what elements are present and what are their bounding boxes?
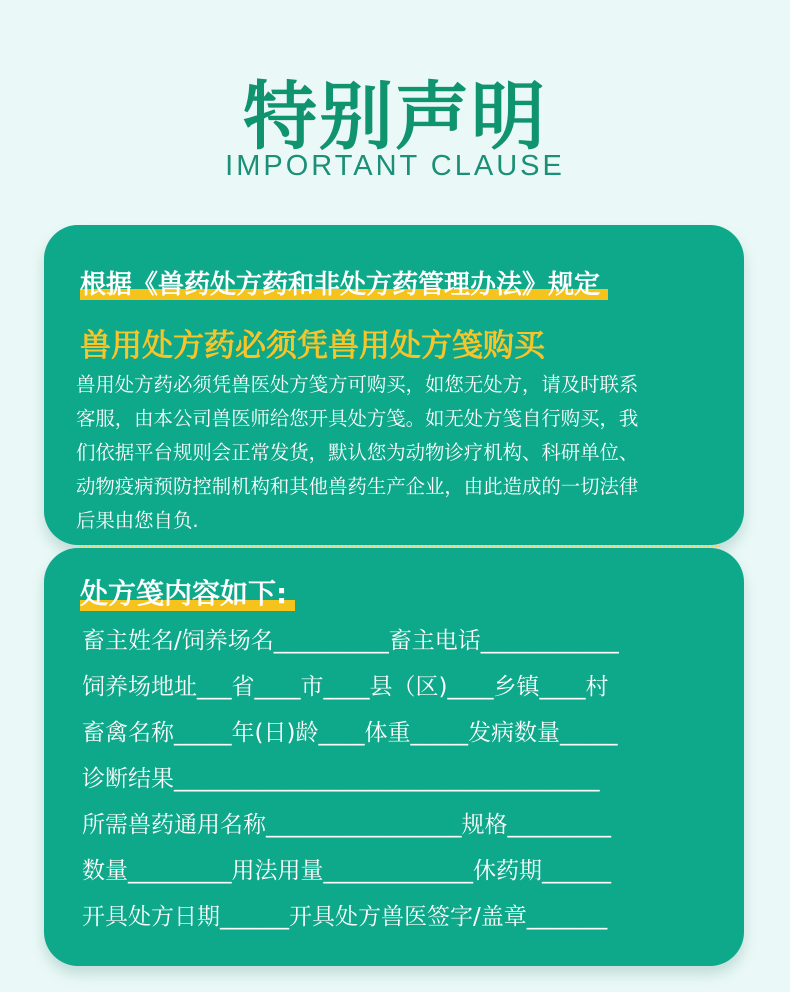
body-line: 客服，由本公司兽医师给您开具处方笺。如无处方笺自行购买，我 — [76, 407, 639, 430]
requirement-heading: 兽用处方药必须凭兽用处方笺购买 — [80, 328, 545, 364]
dotted-divider — [80, 545, 720, 547]
statement-body — [76, 368, 716, 538]
body-line: 后果由您自负. — [76, 509, 199, 532]
form-line-drug: 所需兽药通用名称_________________规格_________ — [82, 812, 611, 838]
form-line-dosage: 数量_________用法用量_____________休药期______ — [82, 858, 611, 884]
form-line-animal: 畜禽名称_____年(日)龄____体重_____发病数量_____ — [82, 720, 618, 746]
body-line: 兽用处方药必须凭兽医处方笺方可购买，如您无处方，请及时联系 — [76, 373, 639, 396]
page-subtitle: IMPORTANT CLAUSE — [225, 150, 565, 182]
form-line-signature: 开具处方日期______开具处方兽医签字/盖章_______ — [82, 904, 608, 930]
prescription-title-text: 处方笺内容如下: — [80, 577, 288, 610]
form-line-diagnosis: 诊断结果_____________________________________ — [82, 766, 600, 792]
prescription-form — [82, 618, 722, 940]
page-title: 特别声明 — [243, 74, 547, 160]
body-line: 动物疫病预防控制机构和其他兽药生产企业，由此造成的一切法律 — [76, 475, 639, 498]
body-line: 们依据平台规则会正常发货，默认您为动物诊疗机构、科研单位、 — [76, 441, 639, 464]
law-reference — [80, 264, 608, 301]
form-line-address: 饲养场地址___省____市____县（区)____乡镇____村 — [82, 674, 609, 700]
form-line-owner: 畜主姓名/饲养场名__________畜主电话____________ — [82, 628, 619, 654]
header — [0, 0, 790, 220]
law-reference-text: 根据《兽药处方药和非处方药管理办法》规定 — [80, 270, 601, 300]
prescription-title — [80, 572, 295, 612]
